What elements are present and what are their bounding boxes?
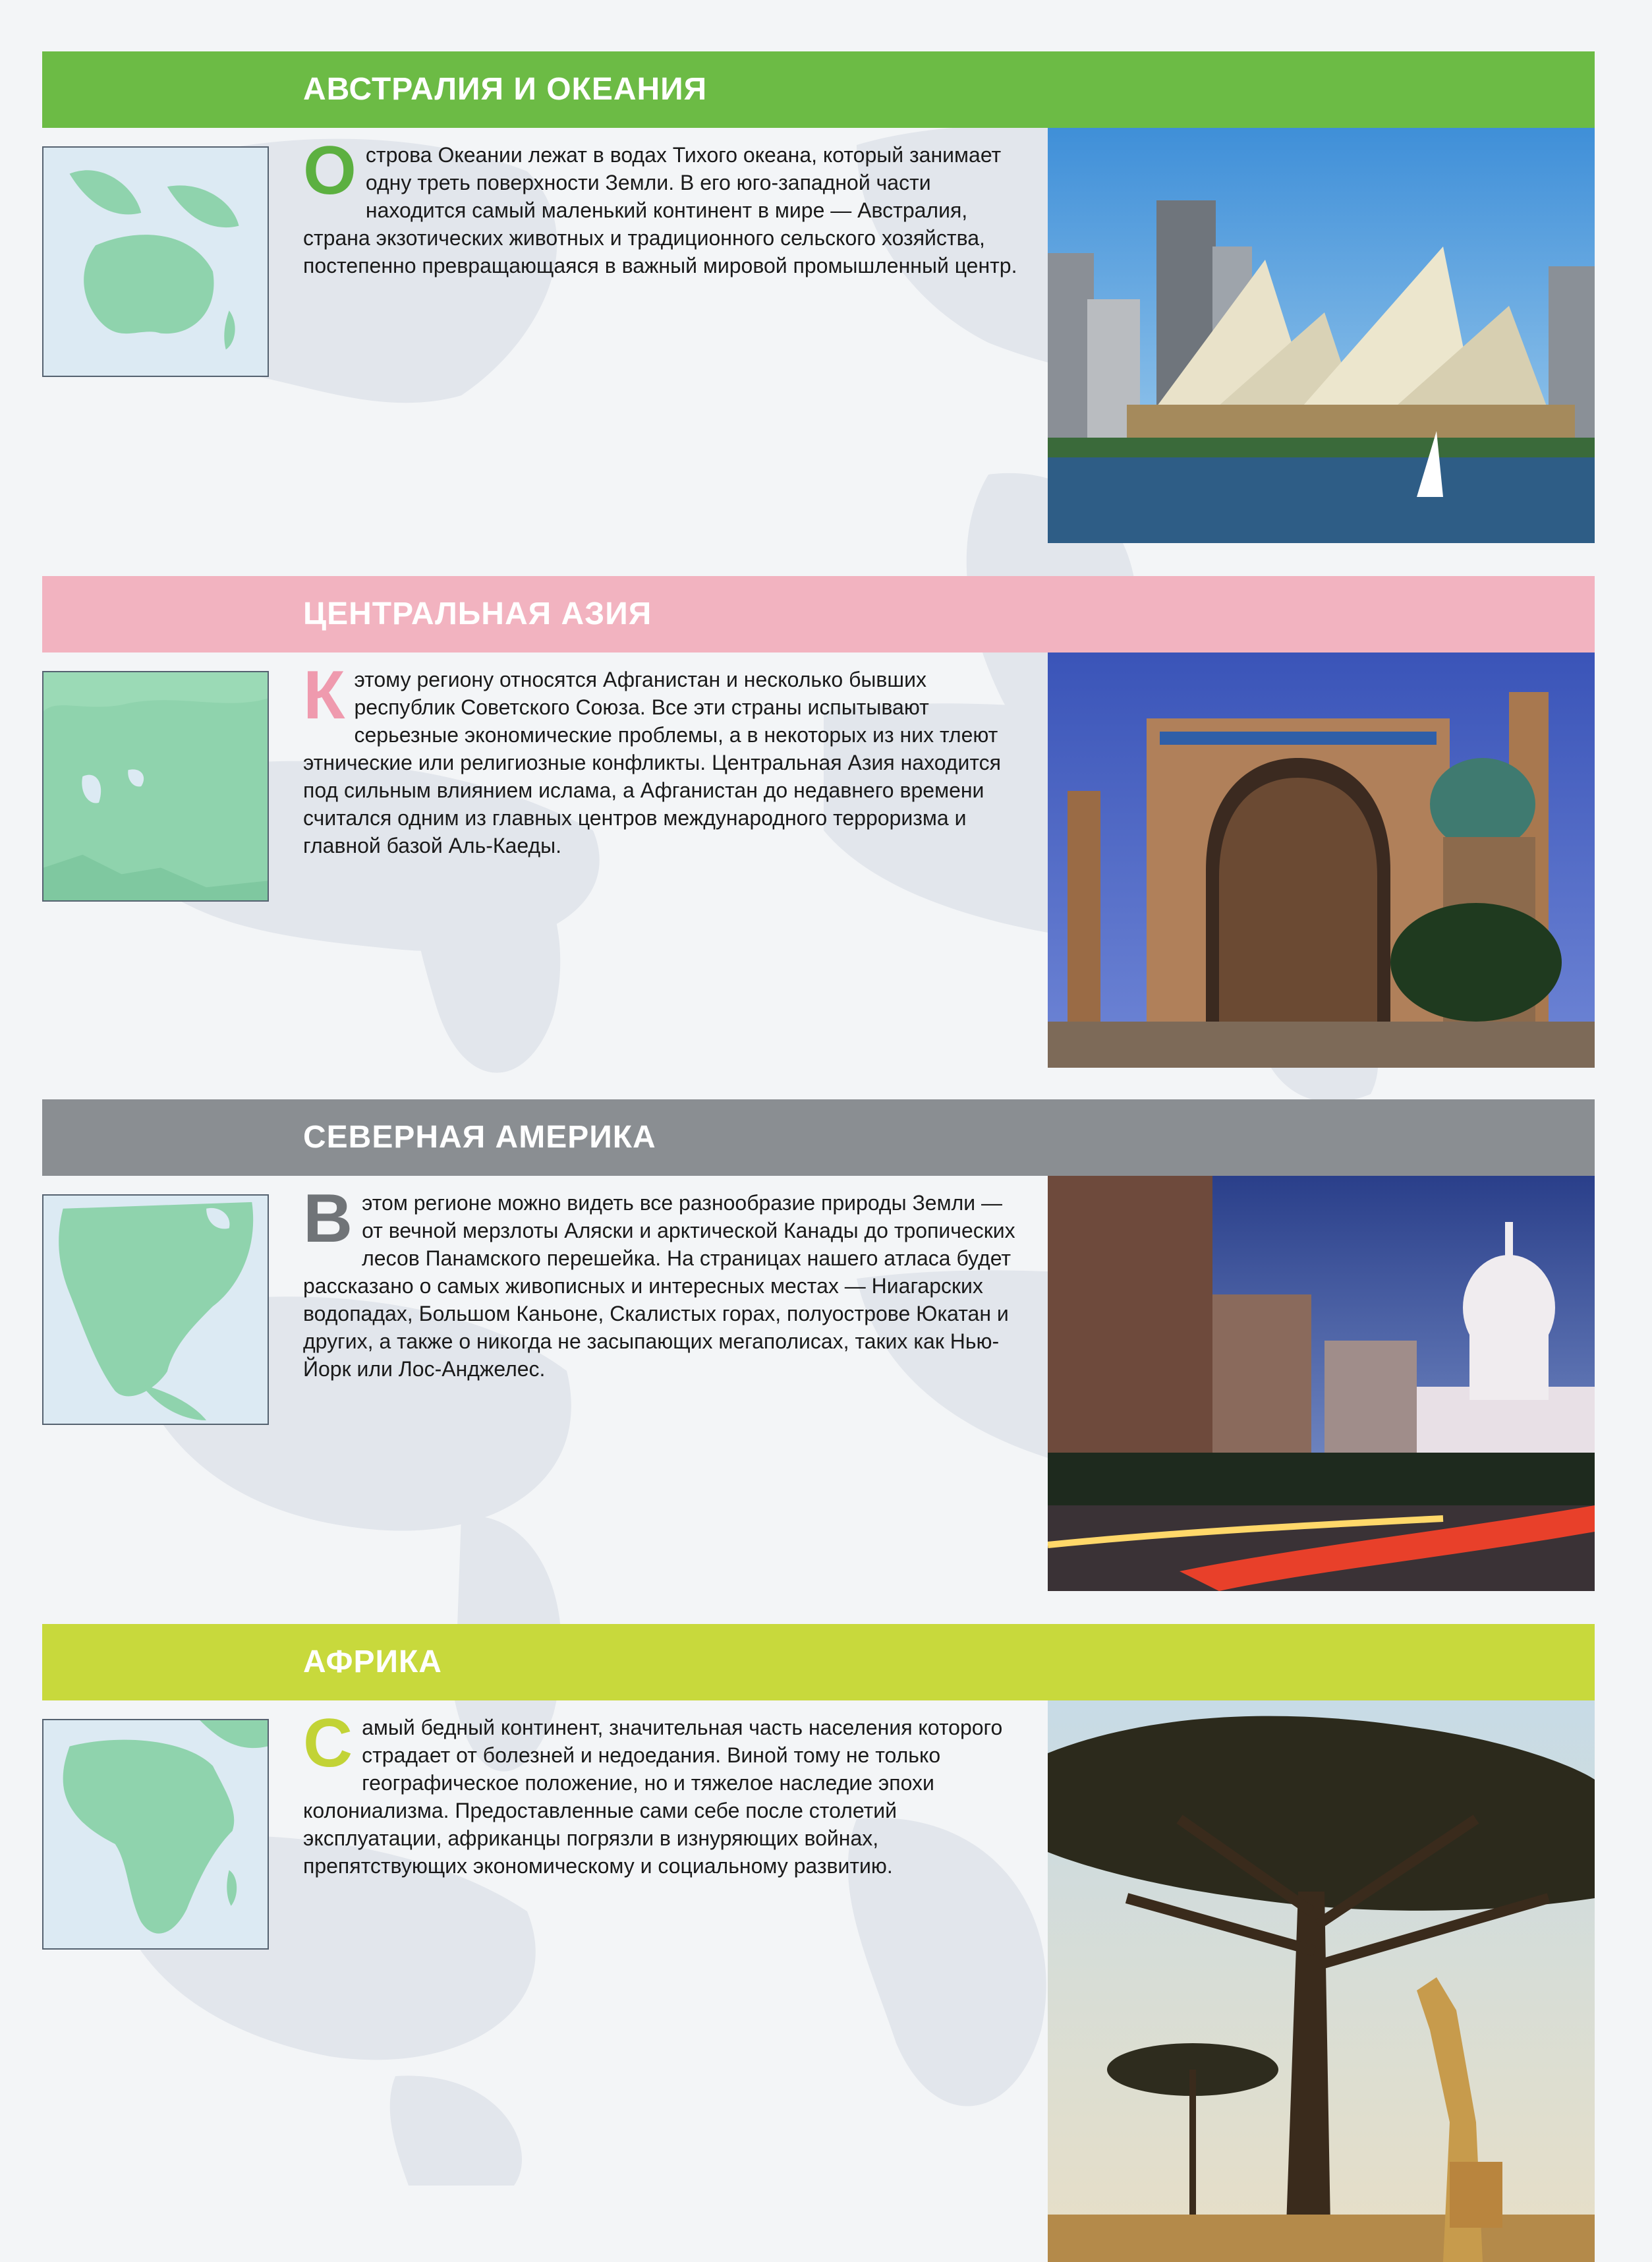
section-text <box>303 1180 1021 1383</box>
section-body: амый бедный континент, значительная часть населения которого страдает от болезней и недоедания. Виной тому не только географическое положение, но и тяжелое наследие эпохи колониализма. Предоставленные сами себе после столетий эксплуатации, африканцы погрязли в изнуряющих войнах, препятствующих экономическому и социальному развитию. <box>303 1716 1003 1878</box>
section-band <box>42 576 1595 652</box>
section-body: этом регионе можно видеть все разнообразие природы Земли — от вечной мерзлоты Аляски и арктической Канады до тропических лесов Панамского перешейка. На страницах нашего атласа будет рассказано о самых живописных и интересных местах — Ниагарских водопадах, Большом Каньоне, Скалистых горах, полуострове Юкатан и других, а также о никогда не засыпающих мегаполисах, таких как Нью-Йорк или Лос-Анджелес. <box>303 1191 1015 1381</box>
section-text <box>303 657 1021 859</box>
section-text <box>303 1705 1021 1880</box>
australia-locator-map <box>42 146 269 377</box>
drop-cap: К <box>303 657 345 734</box>
section-north-america <box>0 1099 1652 1607</box>
section-australia-oceania <box>0 51 1652 559</box>
central-asia-locator-map <box>42 671 269 902</box>
section-title: АФРИКА <box>303 1644 442 1679</box>
section-africa <box>0 1624 1652 2186</box>
section-text <box>303 132 1021 279</box>
section-body: строва Океании лежат в водах Тихого океана, который занимает одну треть поверхности Земли. В его юго-западной части находится самый маленький континент в мире — Австралия, страна экзотических животных и традиционного сельского хозяйства, постепенно превращающаяся в важный мировой промышленный центр. <box>303 143 1017 277</box>
drop-cap: О <box>303 132 356 209</box>
section-title: СЕВЕРНАЯ АМЕРИКА <box>303 1120 656 1155</box>
section-band <box>42 1624 1595 1700</box>
drop-cap: В <box>303 1180 353 1257</box>
north-america-locator-map <box>42 1194 269 1425</box>
sydney-opera-house-photo <box>1048 128 1595 543</box>
section-body: этому региону относятся Афганистан и несколько бывших республик Советского Союза. Все эти страны испытывают серьезные экономические проблемы, а в некоторых из них тлеют этнические или религиозные конфликты. Центральная Азия находится под сильным влиянием ислама, а Афганистан до недавнего времени считался одним из главных центров международного терроризма и главной базой Аль-Каеды. <box>303 668 1001 857</box>
africa-locator-map <box>42 1719 269 1950</box>
acacia-giraffe-photo <box>1048 1700 1595 2262</box>
section-band <box>42 1099 1595 1176</box>
section-central-asia <box>0 576 1652 1084</box>
section-band <box>42 51 1595 128</box>
section-title: АВСТРАЛИЯ И ОКЕАНИЯ <box>303 72 708 107</box>
samarkand-madrasa-photo <box>1048 652 1595 1068</box>
drop-cap: С <box>303 1705 353 1782</box>
washington-capitol-photo <box>1048 1176 1595 1591</box>
section-title: ЦЕНТРАЛЬНАЯ АЗИЯ <box>303 596 652 631</box>
